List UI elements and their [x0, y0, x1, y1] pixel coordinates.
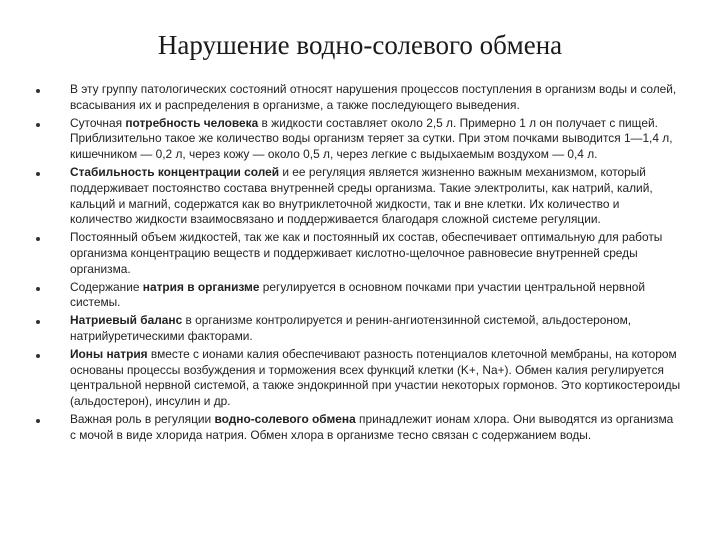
text-span: вместе с ионами калия обеспечивают разность потенциалов клеточной мембраны, на котором основаны процессы возбуждения и торможения всех функций клетки (K+, Na+). Обмен калия регулируется центральной нервной системой, а также эндокринной при участии некоторых гормонов. Это кортикостероиды (альдостерон), инсулин и др.: [70, 346, 681, 409]
text-span: Содержание: [70, 279, 143, 294]
text-span: В эту группу патологических состояний относят нарушения процессов поступления в организм воды и солей, всасывания их и распределения в организме, а также последующего выведения.: [70, 82, 677, 112]
bullet-item: [36, 116, 682, 163]
bullet-dot-icon: [36, 172, 40, 176]
bullet-item: [36, 412, 682, 444]
bold-text: Ионы натрия: [70, 346, 148, 361]
text-span: регулируется в основном почками при участии центральной нервной системы.: [70, 279, 646, 310]
text-span: в организме контролируется и ренин-ангиотензинной системой, альдостероном, натрийуретическими факторами.: [70, 313, 632, 343]
bold-text: Натриевый баланс: [70, 313, 183, 328]
bullet-dot-icon: [36, 419, 40, 423]
bullet-list: [36, 82, 682, 446]
text-span: Важная роль в регуляции: [70, 411, 215, 426]
bullet-dot-icon: [36, 123, 40, 127]
text-span: принадлежит ионам хлора. Они выводятся из организма с мочой в виде хлорида натрия. Обмен хлора в организме тесно связан с содержанием воды.: [70, 411, 674, 442]
bullet-item: [36, 165, 682, 228]
bullet-dot-icon: [36, 354, 40, 358]
text-span: Постоянный объем жидкостей, так же как и постоянный их состав, обеспечивает оптимальную для работы организма концентрацию веществ и поддерживает кислотно-щелочное равновесие внутренней среды организма.: [70, 230, 663, 276]
bullet-dot-icon: [36, 287, 40, 291]
bold-text: водно-солевого обмена: [214, 411, 356, 426]
bullet-item: [36, 313, 682, 345]
bold-text: потребность человека: [125, 115, 259, 130]
bold-text: натрия в организме: [142, 279, 260, 294]
bullet-dot-icon: [36, 89, 40, 93]
text-span: и ее регуляция является жизненно важным механизмом, который поддерживает постоянство состава внутренней среды организма. Такие электролиты, как натрий, калий, кальций и магний, содержатся как во внутриклеточной жидкости, так и вне клетки. Их количество и количество жидкости взаимосвязано и поддерживается благодаря сложной системе регуляции.: [70, 164, 653, 227]
text-span: в жидкости составляет около 2,5 л. Примерно 1 л он получает с пищей. Приблизительно такое же количество воды организм теряет за сутки. При этом почками выводится 1—1,4 л, кишечником — 0,2 л, через кожу — около 0,5 л, через легкие с выдыхаемым воздухом — 0,4 л.: [70, 115, 673, 162]
text-span: Суточная: [70, 115, 126, 130]
bullet-dot-icon: [36, 237, 40, 241]
bullet-item: [36, 82, 682, 114]
bullet-dot-icon: [36, 320, 40, 324]
slide-title: Нарушение водно-солевого обмена: [157, 30, 563, 61]
bullet-item: [36, 347, 682, 410]
bullet-item: [36, 280, 682, 312]
bold-text: Стабильность концентрации солей: [70, 164, 280, 179]
bullet-item: [36, 230, 682, 277]
